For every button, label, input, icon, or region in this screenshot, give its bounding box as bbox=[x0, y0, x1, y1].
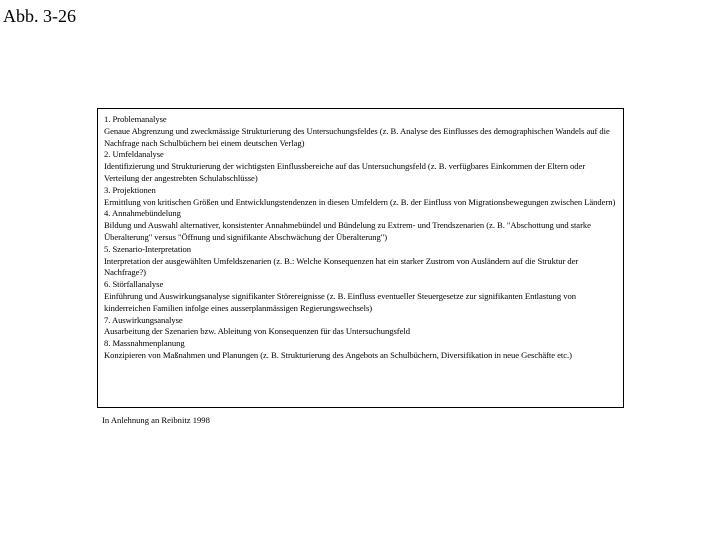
step-title: 4. Annahmebündelung bbox=[104, 208, 181, 219]
step-3 bbox=[104, 185, 617, 209]
figure-label: Abb. 3-26 bbox=[3, 6, 76, 26]
step-2 bbox=[104, 149, 617, 184]
step-description: Ermittlung von kritischen Größen und Entwicklungstendenzen in diesen Umfeldern (z. B. der Einfluss von Migrationsbewegungen zwischen Ländern) bbox=[104, 196, 616, 207]
step-title: 1. Problemanalyse bbox=[104, 114, 167, 124]
step-title: 6. Störfallanalyse bbox=[104, 279, 164, 290]
step-8 bbox=[104, 338, 617, 362]
step-title: 2. Umfeldanalyse bbox=[104, 149, 164, 160]
step-description: Genaue Abgrenzung und zweckmässige Strukturierung des Untersuchungsfeldes (z. B. Analyse des Einflusses des demographischen Wandels auf die Nachfrage nach Schulbüchern bei einem deutschen Verlag) bbox=[104, 125, 610, 148]
step-5 bbox=[104, 244, 617, 279]
step-6 bbox=[104, 279, 617, 314]
step-description: Ausarbeitung der Szenarien bzw. Ableitung von Konsequenzen für das Untersuchungsfeld bbox=[104, 326, 410, 337]
step-4 bbox=[104, 208, 617, 243]
step-description: Bildung und Auswahl alternativer, konsistenter Annahmebündel und Bündelung zu Extrem- und Trendszenarien (z. B. "Abschottung und starke Überalterung" versus "Öffnung und signifikante Abschwächung der Überalterung") bbox=[104, 220, 591, 242]
step-description: Identifizierung und Strukturierung der wichtigsten Einflussbereiche auf das Untersuchungsfeld (z. B. verfügbares Einkommen der Eltern oder Verteilung der angestrebten Schulabschlüsse) bbox=[104, 161, 586, 183]
step-1 bbox=[104, 114, 617, 149]
step-description: Interpretation der ausgewählten Umfeldszenarien (z. B.: Welche Konsequenzen hat ein starker Zustrom von Ausländern auf die Struktur der Nachfrage?) bbox=[104, 255, 579, 278]
scenario-steps-box bbox=[97, 108, 624, 408]
step-description: Konzipieren von Maßnahmen und Planungen (z. B. Strukturierung des Angebots an Schulbüchern, Diversifikation in neue Geschäfte etc.) bbox=[104, 349, 572, 360]
step-title: 8. Massnahmenplanung bbox=[104, 338, 185, 349]
step-title: 5. Szenario-Interpretation bbox=[104, 243, 191, 254]
source-note: In Anlehnung an Reibnitz 1998 bbox=[102, 415, 210, 425]
step-title: 7. Auswirkungsanalyse bbox=[104, 314, 183, 325]
step-title: 3. Projektionen bbox=[104, 184, 156, 195]
step-7 bbox=[104, 315, 617, 339]
step-description: Einführung und Auswirkungsanalyse signifikanter Störereignisse (z. B. Einfluss eventueller Steuergesetze zur signifikanten Entlastung von kinderreichen Familien infolge eines ausserplanmässigen Regierungswechsels) bbox=[104, 290, 576, 313]
